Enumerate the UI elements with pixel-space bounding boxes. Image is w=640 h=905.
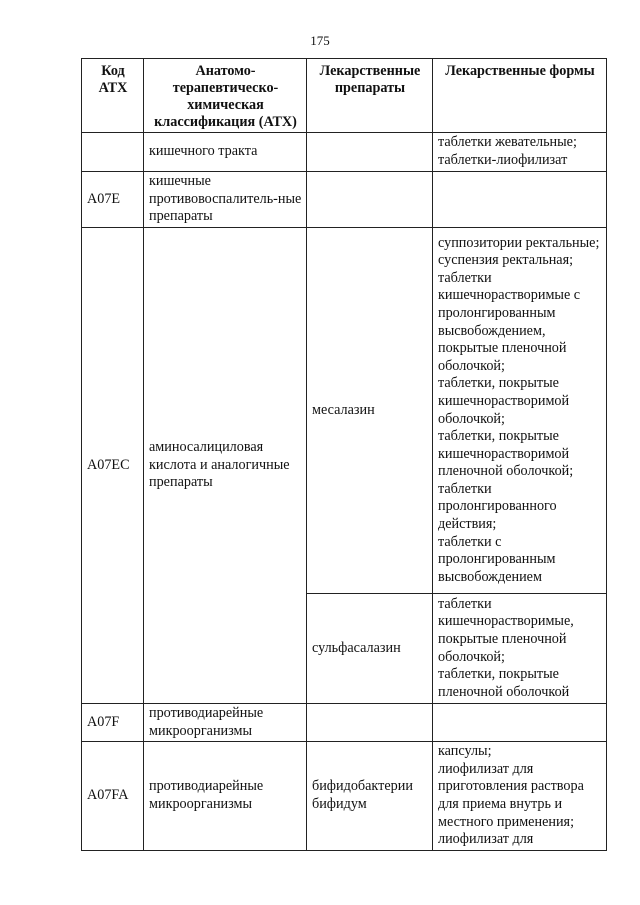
row-classification: аминосалициловая кислота и аналогичные препараты (144, 228, 307, 704)
table-row (82, 228, 607, 594)
row-code (82, 133, 144, 172)
row-code: A07EC (82, 228, 144, 704)
table-row (82, 742, 607, 851)
header-classification: Анатомо-терапевтическо-химическая классификация (АТХ) (144, 59, 307, 133)
row-classification: противодиарейные микроорганизмы (144, 742, 307, 851)
row-drug: бифидобактерии бифидум (307, 742, 433, 851)
header-forms: Лекарственные формы (433, 59, 607, 133)
row-code: A07FA (82, 742, 144, 851)
header-drugs: Лекарственные препараты (307, 59, 433, 133)
dosage-form-item: таблетки, покрытые кишечнорастворимой пленочной оболочкой; (438, 428, 574, 480)
atc-drug-table (81, 58, 607, 851)
header-code: Код АТХ (82, 59, 144, 133)
row-drug (307, 133, 433, 172)
row-forms (433, 133, 607, 172)
table-header-row (82, 59, 607, 133)
dosage-form-item: лиофилизат для приготовления раствора для приема внутрь и местного применения; (438, 760, 584, 830)
row-forms (433, 742, 607, 851)
row-forms (433, 172, 607, 228)
row-classification: кишечные противовоспалитель-ные препараты (144, 172, 307, 228)
dosage-form-item: таблетки, покрытые пленочной оболочкой (438, 666, 570, 700)
row-forms (433, 594, 607, 704)
row-drug: месалазин (307, 228, 433, 594)
row-classification: противодиарейные микроорганизмы (144, 704, 307, 742)
row-forms (433, 704, 607, 742)
dosage-form-item: капсулы; (438, 743, 492, 760)
dosage-form-item: суспензия ректальная; (438, 252, 574, 269)
row-code: A07F (82, 704, 144, 742)
dosage-form-item: таблетки жевательные; (438, 134, 577, 151)
dosage-form-item: лиофилизат для (438, 831, 534, 848)
table-row (82, 172, 607, 228)
dosage-form-item: таблетки-лиофилизат (438, 152, 568, 168)
dosage-form-item: суппозитории ректальные; (438, 234, 600, 251)
row-forms (433, 228, 607, 594)
row-classification: кишечного тракта (144, 133, 307, 172)
dosage-form-item: таблетки кишечнорастворимые, покрытые пленочной оболочкой; (438, 595, 574, 665)
row-code: A07E (82, 172, 144, 228)
dosage-form-item: таблетки пролонгированного действия; (438, 480, 557, 533)
row-drug: сульфасалазин (307, 594, 433, 704)
page-number: 175 (310, 33, 330, 48)
dosage-form-item: таблетки кишечнорастворимые с пролонгированным высвобождением, покрытые пленочной оболочкой; (438, 269, 581, 374)
dosage-form-item: таблетки, покрытые кишечнорастворимой оболочкой; (438, 375, 570, 427)
row-drug (307, 704, 433, 742)
table-row (82, 133, 607, 172)
table-row (82, 704, 607, 742)
dosage-form-item: таблетки с пролонгированным высвобождением (438, 533, 556, 585)
row-drug (307, 172, 433, 228)
